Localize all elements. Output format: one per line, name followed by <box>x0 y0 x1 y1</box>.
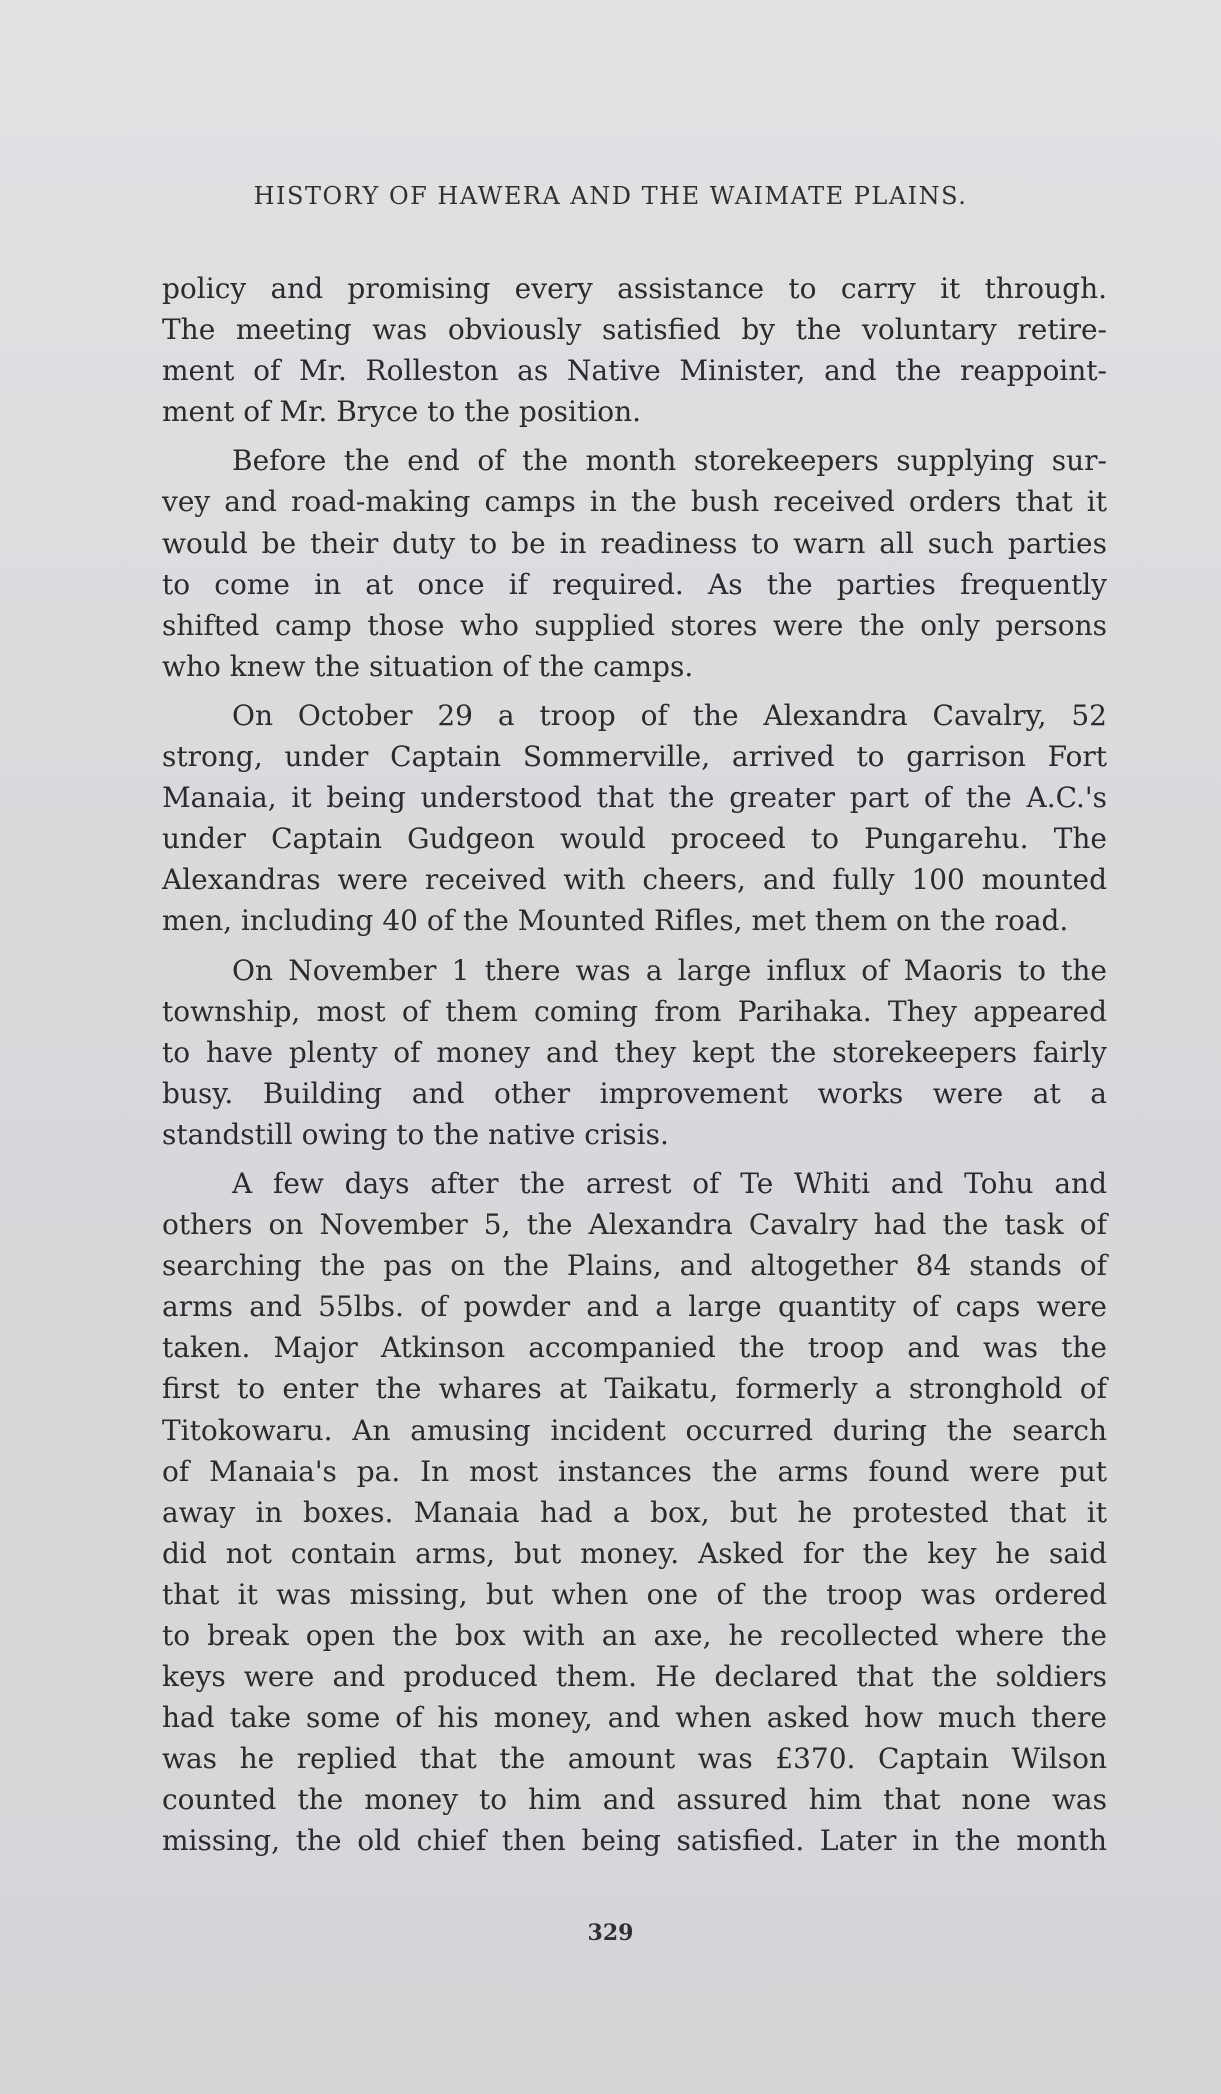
paragraph <box>162 1163 1107 1862</box>
text-line: keys were and produced them. He declared that the soldiers <box>162 1660 1107 1694</box>
text-line: of Manaia's pa. In most instances the arms found were put <box>162 1454 1107 1488</box>
text-line: ment of Mr. Bryce to the position. <box>162 395 642 429</box>
text-line: On November 1 there was a large influx of Maoris to the <box>232 953 1107 987</box>
text-line: first to enter the whares at Taikatu, formerly a stronghold of <box>162 1372 1107 1406</box>
text-line: away in boxes. Manaia had a box, but he protested that it <box>162 1495 1107 1529</box>
text-line: vey and road-making camps in the bush received orders that it <box>162 485 1107 519</box>
paragraph <box>162 950 1107 1155</box>
text-line: busy. Building and other improvement works were at a <box>162 1076 1107 1110</box>
paragraph <box>162 440 1107 687</box>
page-number: 329 <box>587 1920 634 1946</box>
text-line: was he replied that the amount was £370. Captain Wilson <box>162 1742 1107 1776</box>
text-line: A few days after the arrest of Te Whiti and Tohu and <box>232 1166 1107 1200</box>
text-line: taken. Major Atkinson accompanied the troop and was the <box>162 1331 1107 1365</box>
paragraph <box>162 268 1107 432</box>
running-head: HISTORY OF HAWERA AND THE WAIMATE PLAINS. <box>253 182 968 210</box>
paragraph <box>162 695 1107 942</box>
text-line: that it was missing, but when one of the troop was ordered <box>162 1577 1107 1611</box>
text-line: would be their duty to be in readiness to warn all such parties <box>162 526 1107 560</box>
text-line: had take some of his money, and when asked how much there <box>162 1701 1107 1735</box>
text-line: On October 29 a troop of the Alexandra Cavalry, 52 <box>232 698 1107 732</box>
text-line: policy and promising every assistance to carry it through. <box>162 272 1107 305</box>
body-text <box>162 268 1107 1870</box>
text-line: strong, under Captain Sommerville, arrived to garrison Fort <box>162 740 1107 774</box>
text-line: missing, the old chief then being satisfied. Later in the month <box>162 1824 1107 1858</box>
text-line: The meeting was obviously satisfied by the voluntary retire- <box>162 313 1107 347</box>
text-line: counted the money to him and assured him that none was <box>162 1783 1107 1817</box>
text-line: to break open the box with an axe, he recollected where the <box>162 1619 1107 1652</box>
text-line: standstill owing to the native crisis. <box>162 1117 669 1151</box>
text-line: ment of Mr. Rolleston as Native Minister, and the reappoint- <box>162 354 1107 388</box>
text-line: township, most of them coming from Parihaka. They appeared <box>162 994 1107 1028</box>
text-line: to have plenty of money and they kept the storekeepers fairly <box>162 1035 1107 1069</box>
text-line: men, including 40 of the Mounted Rifles, met them on the road. <box>162 904 1069 938</box>
text-line: arms and 55lbs. of powder and a large quantity of caps were <box>162 1290 1107 1324</box>
text-line: others on November 5, the Alexandra Cavalry had the task of <box>162 1208 1107 1242</box>
text-line: to come in at once if required. As the parties frequently <box>162 567 1107 601</box>
text-line: Alexandras were received with cheers, and fully 100 mounted <box>162 863 1107 897</box>
text-line: shifted camp those who supplied stores were the only persons <box>162 608 1107 642</box>
text-line: under Captain Gudgeon would proceed to Pungarehu. The <box>162 822 1107 856</box>
text-line: Manaia, it being understood that the greater part of the A.C.'s <box>162 781 1107 815</box>
text-line: searching the pas on the Plains, and altogether 84 stands of <box>162 1249 1107 1283</box>
text-line: who knew the situation of the camps. <box>162 649 694 683</box>
text-line: did not contain arms, but money. Asked for the key he said <box>162 1536 1107 1570</box>
text-line: Titokowaru. An amusing incident occurred during the search <box>162 1413 1107 1447</box>
text-line: Before the end of the month storekeepers supplying sur- <box>232 444 1107 478</box>
